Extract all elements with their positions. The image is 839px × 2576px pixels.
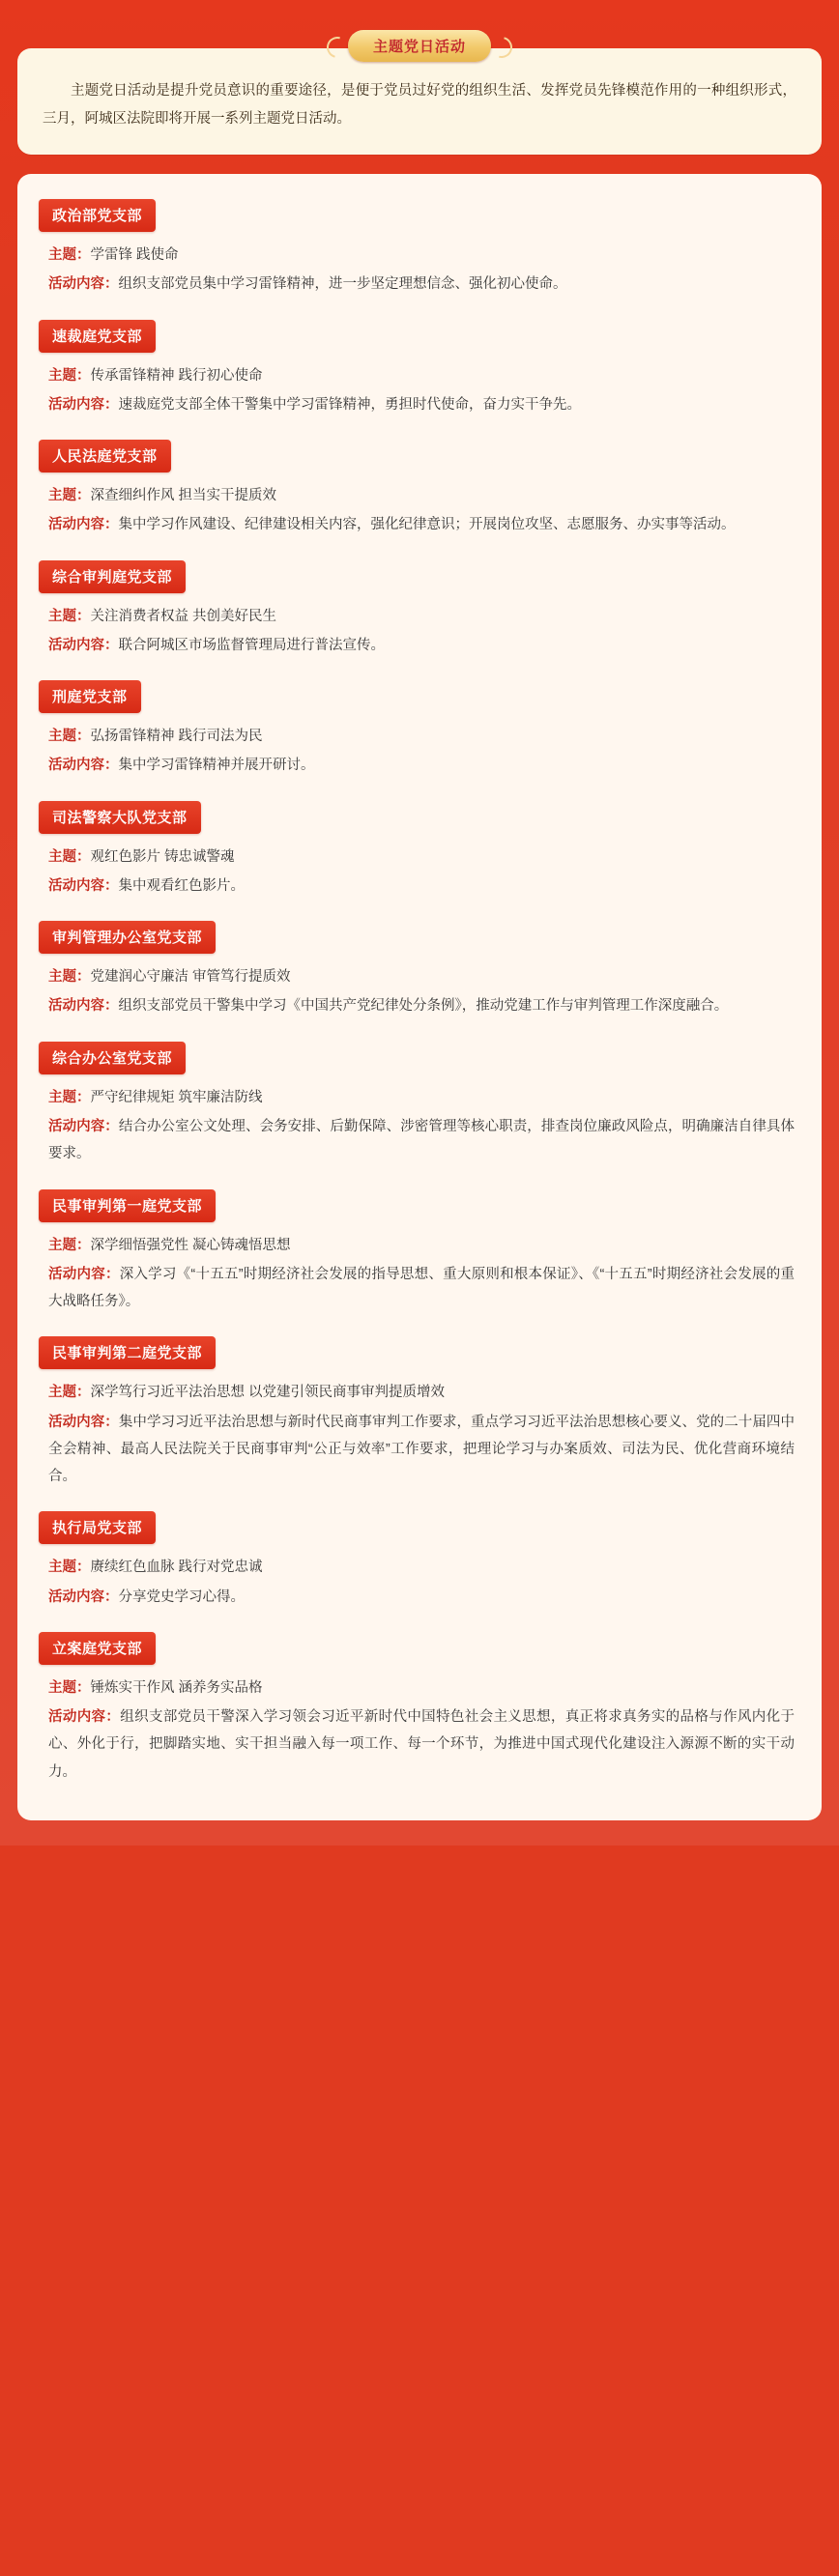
branch-content-line xyxy=(48,1113,795,1168)
branch-title: 速裁庭党支部 xyxy=(39,320,156,353)
branch-item xyxy=(39,1336,800,1490)
theme-value: 深查细纠作风 担当实干提质效 xyxy=(90,488,277,504)
theme-value: 关注消费者权益 共创美好民生 xyxy=(90,608,277,624)
branch-title: 综合审判庭党支部 xyxy=(39,560,186,593)
branch-content-line xyxy=(48,992,795,1019)
branch-item xyxy=(39,199,800,299)
branch-content-line xyxy=(48,511,795,538)
intro-title-row xyxy=(17,29,822,62)
theme-label: 主题： xyxy=(48,608,91,624)
branch-content-line xyxy=(48,873,795,900)
branch-body xyxy=(39,242,800,299)
branch-item xyxy=(39,680,800,780)
content-value: 深入学习《“十五五”时期经济社会发展的指导思想、重大原则和根本保证》、《“十五五”时期经济社会发展的重大战略任务》。 xyxy=(48,1266,796,1310)
branch-theme-line xyxy=(48,723,795,750)
theme-value: 学雷锋 践使命 xyxy=(90,247,179,263)
branch-title: 立案庭党支部 xyxy=(39,1632,156,1665)
branch-theme-line xyxy=(48,1084,795,1111)
theme-label: 主题： xyxy=(48,488,91,504)
branch-title: 政治部党支部 xyxy=(39,199,156,232)
branch-body xyxy=(39,362,800,419)
branch-content-line xyxy=(48,391,795,418)
branch-item xyxy=(39,1511,800,1611)
content-label: 活动内容： xyxy=(48,758,119,774)
content-value: 集中观看红色影片。 xyxy=(118,877,245,894)
branch-body xyxy=(39,482,800,539)
theme-value: 锤炼实干作风 涵养务实品格 xyxy=(90,1679,263,1696)
theme-label: 主题： xyxy=(48,247,91,263)
branch-title: 民事审判第一庭党支部 xyxy=(39,1189,216,1222)
branch-body xyxy=(39,1674,800,1786)
branch-item xyxy=(39,440,800,539)
branch-content-line xyxy=(48,632,795,659)
ribbon-left-icon xyxy=(323,33,348,58)
branch-content-line xyxy=(48,1584,795,1611)
content-value: 组织支部党员干警集中学习《中国共产党纪律处分条例》，推动党建工作与审判管理工作深度融合。 xyxy=(118,998,729,1015)
branch-theme-line xyxy=(48,362,795,389)
theme-value: 党建润心守廉洁 审管笃行提质效 xyxy=(90,969,291,986)
theme-value: 深学笃行习近平法治思想 以党建引领民商事审判提质增效 xyxy=(90,1385,446,1401)
branch-theme-line xyxy=(48,1232,795,1259)
branch-body xyxy=(39,723,800,780)
theme-label: 主题： xyxy=(48,729,91,745)
content-value: 集中学习习近平法治思想与新时代民商事审判工作要求，重点学习习近平法治思想核心要义、党的二十届四中全会精神、最高人民法院关于民商事审判“公正与效率”工作要求，把理论学习与办案质效、司法为民、优化营商环境结合。 xyxy=(48,1414,796,1485)
content-value: 速裁庭党支部全体干警集中学习雷锋精神，勇担时代使命，奋力实干争先。 xyxy=(118,396,581,413)
content-value: 结合办公室公文处理、会务安排、后勤保障、涉密管理等核心职责，排查岗位廉政风险点，明确廉洁自律具体要求。 xyxy=(48,1118,796,1162)
content-label: 活动内容： xyxy=(48,1118,119,1134)
page-title: 主题党日活动 xyxy=(348,30,491,62)
intro-paragraph: 主题党日活动是提升党员意识的重要途径，是便于党员过好党的组织生活、发挥党员先锋模范作用的一种组织形式，三月，阿城区法院即将开展一系列主题党日活动。 xyxy=(43,83,796,127)
content-value: 分享党史学习心得。 xyxy=(118,1589,245,1605)
ribbon-right-icon xyxy=(491,33,516,58)
content-value: 联合阿城区市场监督管理局进行普法宣传。 xyxy=(118,637,385,653)
branch-body xyxy=(39,1554,800,1611)
branch-title: 人民法庭党支部 xyxy=(39,440,171,472)
branch-item xyxy=(39,320,800,419)
branch-body xyxy=(39,963,800,1020)
branch-theme-line xyxy=(48,844,795,871)
branch-item xyxy=(39,1189,800,1316)
branch-theme-line xyxy=(48,1674,795,1702)
content-label: 活动内容： xyxy=(48,637,119,653)
branch-theme-line xyxy=(48,482,795,509)
branch-title: 执行局党支部 xyxy=(39,1511,156,1544)
branch-title: 刑庭党支部 xyxy=(39,680,141,713)
theme-value: 传承雷锋精神 践行初心使命 xyxy=(90,367,263,384)
content-value: 组织支部党员干警深入学习领会习近平新时代中国特色社会主义思想，真正将求真务实的品格与作风内化于心、外化于行，把脚踏实地、实干担当融入每一项工作、每一个环节，为推进中国式现代化建设注入源源不断的实干动力。 xyxy=(48,1709,795,1780)
content-label: 活动内容： xyxy=(48,998,119,1015)
theme-label: 主题： xyxy=(48,367,91,384)
branch-theme-line xyxy=(48,603,795,630)
theme-label: 主题： xyxy=(48,848,91,865)
content-label: 活动内容： xyxy=(48,396,119,413)
content-label: 活动内容： xyxy=(48,276,119,293)
theme-label: 主题： xyxy=(48,1560,91,1576)
branch-title: 司法警察大队党支部 xyxy=(39,801,201,834)
branch-theme-line xyxy=(48,1379,795,1406)
content-value: 集中学习雷锋精神并展开研讨。 xyxy=(118,758,315,774)
branch-content-line xyxy=(48,1261,795,1316)
content-value: 集中学习作风建设、纪律建设相关内容，强化纪律意识；开展岗位攻坚、志愿服务、办实事等活动。 xyxy=(118,517,736,533)
branch-list xyxy=(17,174,822,1820)
branch-theme-line xyxy=(48,242,795,269)
content-label: 活动内容： xyxy=(48,1414,119,1430)
theme-label: 主题： xyxy=(48,1089,91,1105)
branch-content-line xyxy=(48,1409,795,1491)
theme-value: 严守纪律规矩 筑牢廉洁防线 xyxy=(90,1089,263,1105)
branch-body xyxy=(39,1084,800,1168)
branch-body xyxy=(39,844,800,901)
branch-item xyxy=(39,1632,800,1786)
content-label: 活动内容： xyxy=(48,877,119,894)
theme-label: 主题： xyxy=(48,1237,91,1253)
theme-value: 观红色影片 铸忠诚警魂 xyxy=(90,848,235,865)
branch-title: 综合办公室党支部 xyxy=(39,1042,186,1074)
branch-item xyxy=(39,1042,800,1168)
theme-value: 深学细悟强党性 凝心铸魂悟思想 xyxy=(90,1237,291,1253)
content-label: 活动内容： xyxy=(48,1709,121,1726)
branch-title: 民事审判第二庭党支部 xyxy=(39,1336,216,1369)
content-label: 活动内容： xyxy=(48,1266,120,1282)
content-label: 活动内容： xyxy=(48,1589,119,1605)
theme-label: 主题： xyxy=(48,1679,91,1696)
intro-card xyxy=(17,48,822,155)
branch-content-line xyxy=(48,1703,795,1786)
theme-value: 弘扬雷锋精神 践行司法为民 xyxy=(90,729,263,745)
theme-label: 主题： xyxy=(48,1385,91,1401)
branch-item xyxy=(39,921,800,1020)
branch-content-line xyxy=(48,752,795,779)
theme-value: 赓续红色血脉 践行对党忠诚 xyxy=(90,1560,263,1576)
branch-theme-line xyxy=(48,1554,795,1581)
content-label: 活动内容： xyxy=(48,517,119,533)
content-value: 组织支部党员集中学习雷锋精神，进一步坚定理想信念、强化初心使命。 xyxy=(118,276,567,293)
branch-theme-line xyxy=(48,963,795,990)
branch-body xyxy=(39,1232,800,1316)
theme-label: 主题： xyxy=(48,969,91,986)
branch-body xyxy=(39,603,800,660)
branch-item xyxy=(39,560,800,660)
intro-section xyxy=(17,29,822,155)
branch-body xyxy=(39,1379,800,1490)
branch-item xyxy=(39,801,800,901)
branch-content-line xyxy=(48,271,795,298)
branch-title: 审判管理办公室党支部 xyxy=(39,921,216,954)
